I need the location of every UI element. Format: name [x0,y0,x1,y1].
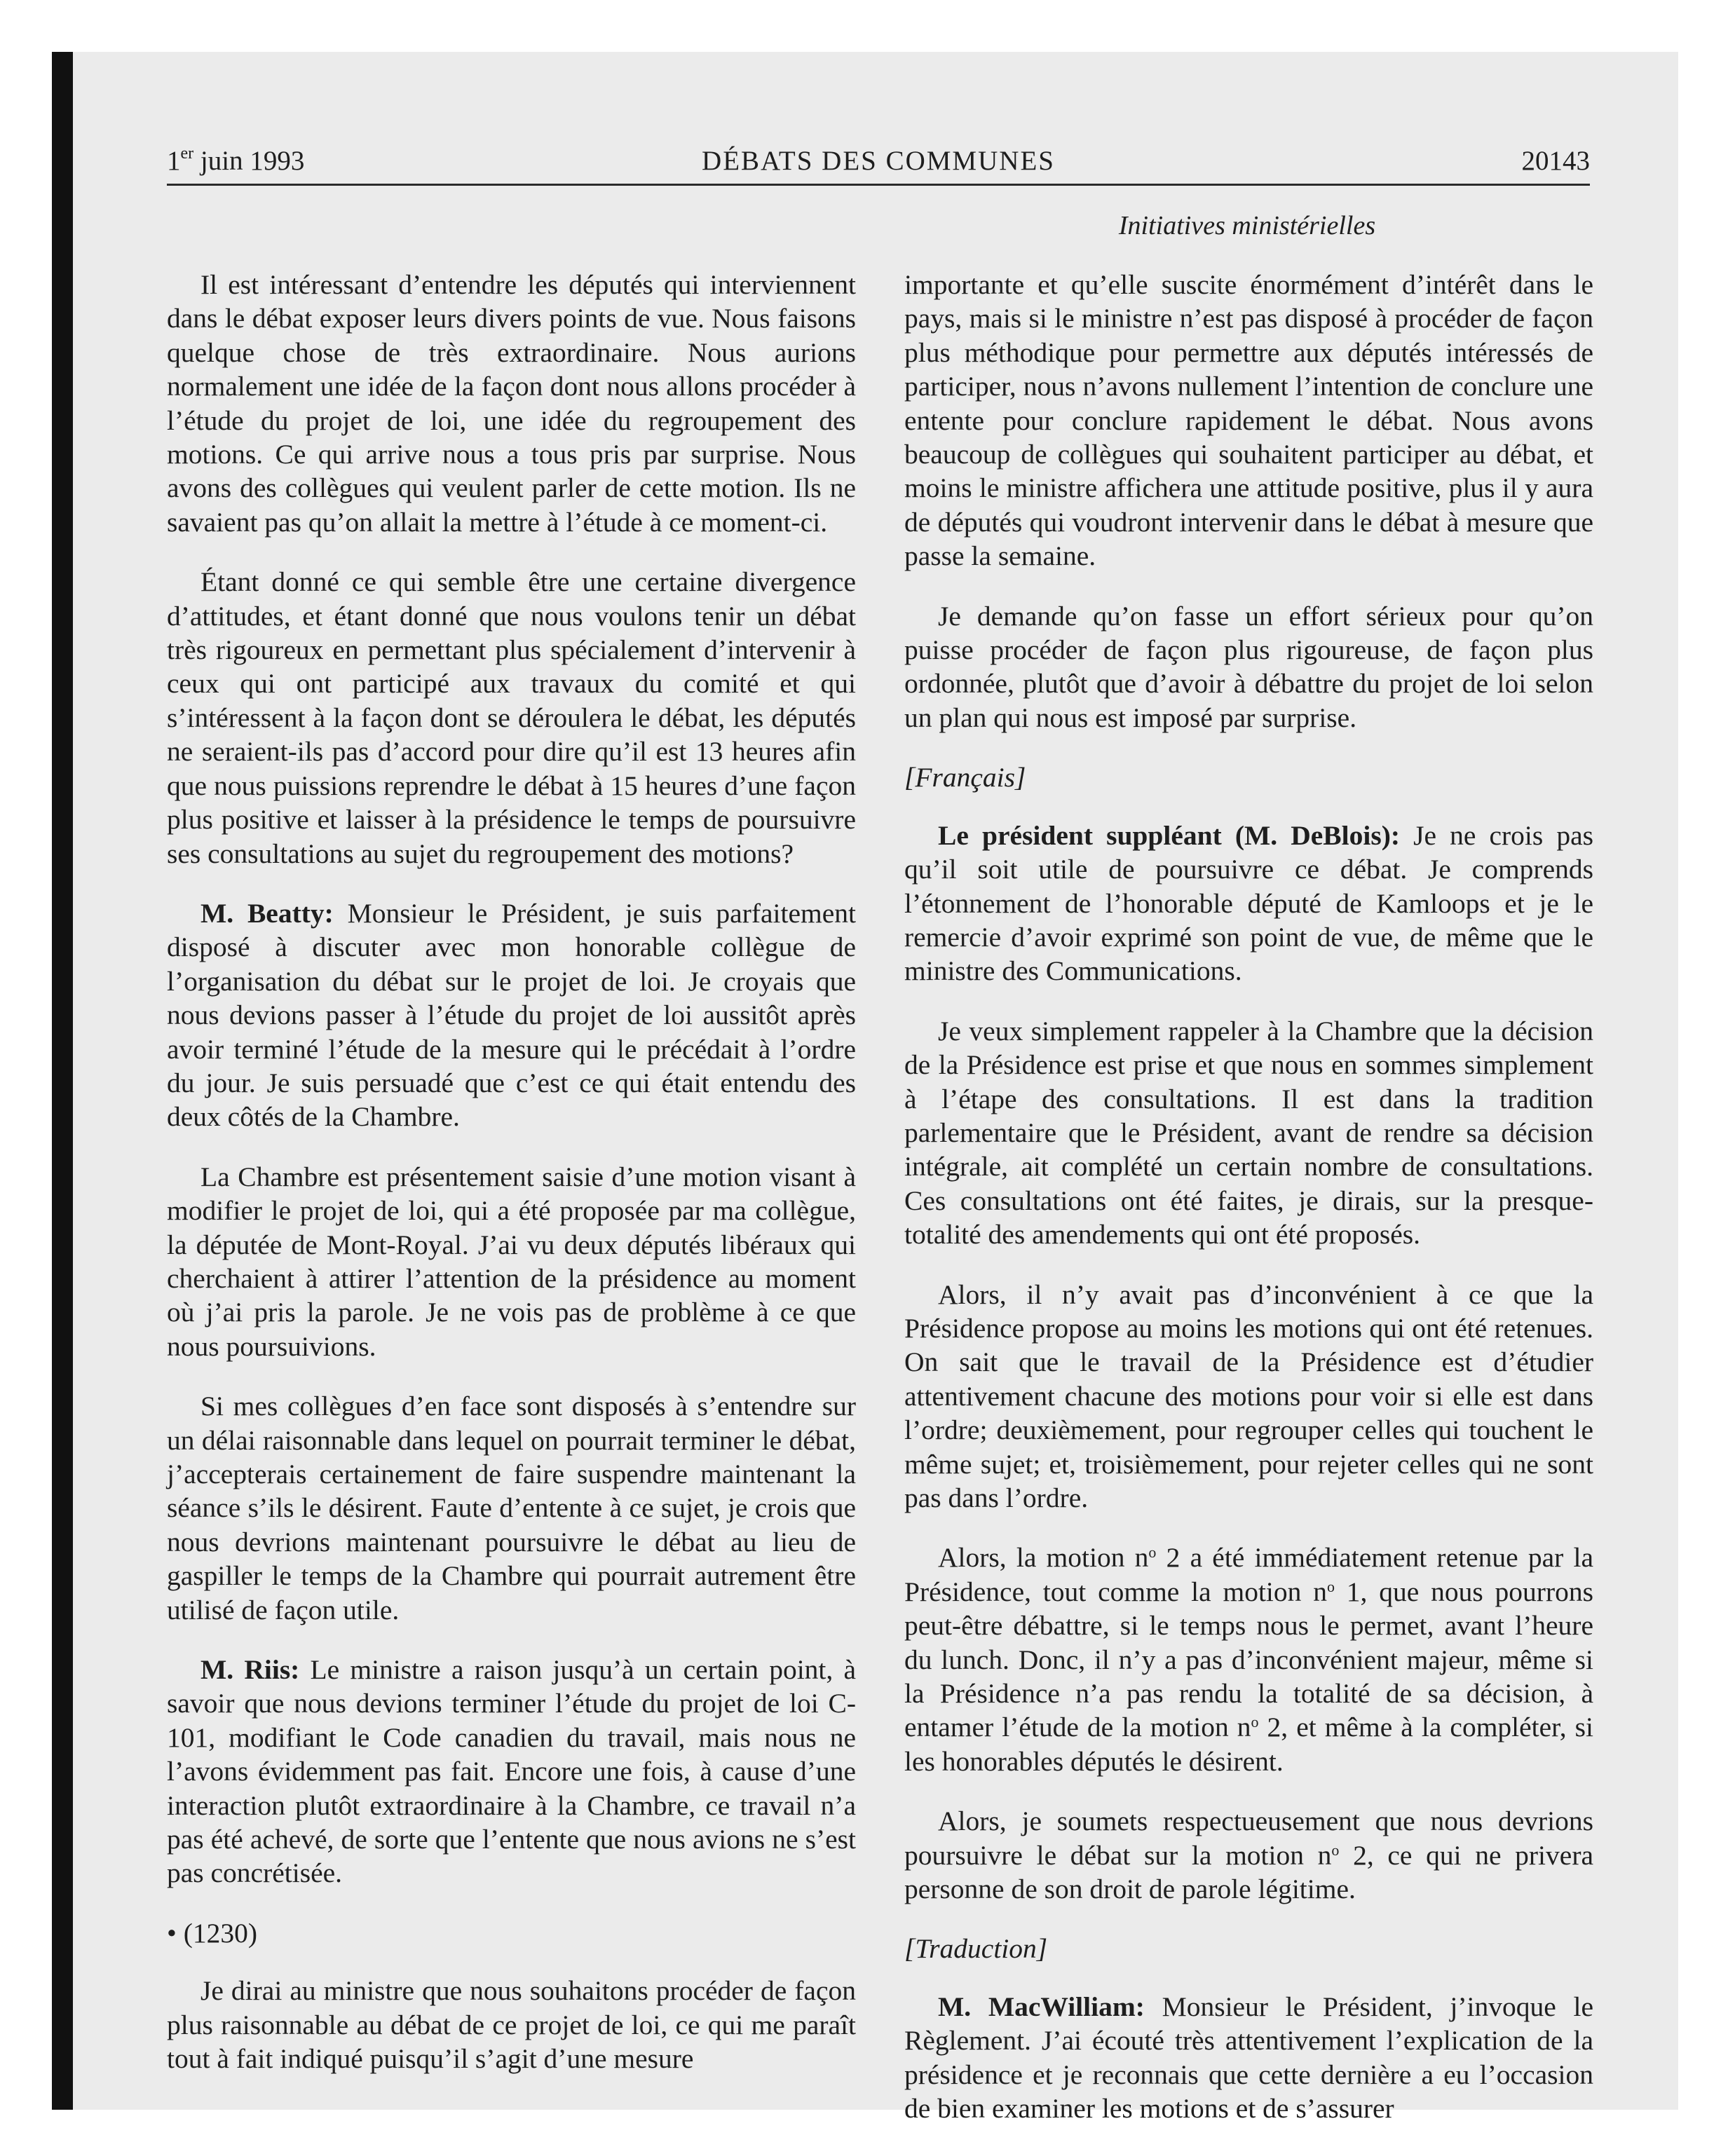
speaker-name: M. Riis: [200,1654,300,1686]
text-run: 2, ce qui ne privera personne de son droit de parole légitime. [904,1839,1594,1905]
paragraph: Je demande qu’on fasse un effort sérieux pour qu’on puisse procéder de façon plus rigoureuse, de façon plus ordonnée, plutôt que d’avoir à débattre du projet de loi selon un plan qui nous est imposé par surprise. [904,600,1593,733]
text-run: Alors, la motion n [938,1542,1149,1574]
left-column [167,268,856,2102]
numero-sup: o [1251,1713,1259,1731]
paragraph: Je dirai au ministre que nous souhaitons procéder de façon plus raisonnable au débat de ce projet de loi, ce qui me paraît tout à fait indiqué puisqu’il s’agit d’une mesure [167,1975,856,2075]
paragraph [904,1804,1593,1906]
header-rule [167,184,1590,186]
paragraph: Si mes collègues d’en face sont disposés à s’entendre sur un délai raisonnable dans lequel on pourrait terminer le débat, j’accepterais certainement de faire suspendre maintenant la séance s’ils le désirent. Faute d’entente à ce sujet, je crois que nous devrions maintenant poursuivre le débat au lieu de gaspiller le temps de la Chambre qui pourrait autrement être utilisé de façon utile. [167,1391,856,1625]
binding-edge [52,52,73,2110]
publication-title: DÉBATS DES COMMUNES [702,146,1055,176]
speech-paragraph [167,1653,856,1890]
paragraph: Il est intéressant d’entendre les députés qui interviennent dans le débat exposer leurs divers points de vue. Nous faisons quelque chose de très extraordinaire. Nous aurions normalement une idée de la façon dont nous allons procéder à l’étude du projet de loi, une idée du regroupement des motions. Ce qui arrive nous a tous pris par surprise. Nous avons des collègues qui veulent parler de cette motion. Ils ne savaient pas qu’on allait la mettre à l’étude à ce moment-ci. [167,269,856,538]
numero-sup: o [1331,1841,1340,1859]
speech-paragraph [904,819,1593,988]
date-day: 1 [167,146,181,176]
text-run: Alors, je soumets respectueusement que nous devrions poursuivre le débat sur la motion n [904,1806,1593,1871]
text-run: 2, et même à la compléter, si les honorables députés le désirent. [904,1712,1594,1777]
paragraph: Je veux simplement rappeler à la Chambre que la décision de la Présidence est prise et que nous en sommes simplement à l’étape des consultations. Il est dans la tradition parlementaire que le Président, avant de rendre sa décision intégrale, ait complété un certain nombre de consultations. Ces consultations ont été faites, je dirais, sur la presque-totalité des amendements qui ont été proposés. [904,1015,1593,1250]
speech-text: Je ne crois pas qu’il soit utile de poursuivre ce débat. Je comprends l’étonnement de l’honorable député de Kamloops et je le remercie d’avoir exprimé son point de vue, de même que le ministre des Communications. [904,819,1593,987]
date-ordinal: er [180,144,194,163]
paragraph: Alors, il n’y avait pas d’inconvénient à ce que la Présidence propose au moins les motions qui ont été retenues. On sait que le travail de la Présidence est d’étudier attentivement chacune des motions pour voir si elle est dans l’ordre; deuxièmement, pour regrouper celles qui touchent le même sujet; et, troisièmement, pour rejeter celles qui ne sont pas dans l’ordre. [904,1278,1593,1513]
speaker-name: M. Beatty: [200,897,334,929]
numero-sup: o [1326,1577,1335,1595]
numero-sup: o [1148,1543,1157,1562]
language-tag: [Français] [904,762,1026,793]
speech-text: Le ministre a raison jusqu’à un certain point, à savoir que nous devions terminer l’étude du projet de loi C-101, modifiant le Code canadien du travail, mais nous ne l’avons évidemment pas fait. Encore une fois, à cause d’une interaction plutôt extraordinaire à la Chambre, ce travail n’a pas été achevé, de sorte que l’entente que nous avions ne s’est pas concrétisée. [167,1654,856,1889]
speech-text: Monsieur le Président, j’invoque le Règlement. J’ai écouté très attentivement l’explication de la présidence et je reconnais que cette dernière a eu l’occasion de bien examiner les motions et de s’assurer [904,1991,1594,2124]
text-run: 1, que nous pourrons peut-être débattre, si le temps nous le permet, avant l’heure du lunch. Donc, il n’y a pas d’inconvénient majeur, même si la Présidence n’a pas rendu la totalité de sa décision, à entamer l’étude de la motion n [904,1576,1593,1743]
date-month-year: juin 1993 [193,146,305,176]
speaker-name: M. MacWilliam: [938,1991,1145,2022]
paragraph: importante et qu’elle suscite énormément d’intérêt dans le pays, mais si le ministre n’est pas disposé à procéder de façon plus méthodique pour permettre aux députés intéressés de participer, nous n’avons nullement l’intention de conclure une entente pour conclure rapidement le débat. Nous avons beaucoup de collègues qui souhaitent participer au débat, et moins le ministre affichera une attitude positive, plus il y aura de députés qui voudront intervenir dans le débat à mesure que passe la semaine. [904,269,1593,572]
section-title: Initiatives ministérielles [1118,211,1376,240]
page-number: 20143 [1521,146,1590,176]
paragraph: La Chambre est présentement saisie d’une motion visant à modifier le projet de loi, qui a été proposée par ma collègue, la députée de Mont-Royal. J’ai vu deux députés libéraux qui cherchaient à attirer l’attention de la présidence au moment où j’ai pris la parole. Je ne vois pas de problème à ce que nous poursuivions. [167,1161,856,1362]
speaker-name: Le président suppléant (M. DeBlois): [938,819,1400,851]
time-marker: • (1230) [167,1917,258,1949]
speech-text: Monsieur le Président, je suis parfaitement disposé à discuter avec mon honorable collègue de l’organisation du débat sur le projet de loi. Je croyais que nous devions passer à l’étude du projet de loi aussitôt après avoir terminé l’étude de la mesure qui le précédait à l’ordre du jour. Je suis persuadé que c’est ce qui était entendu des deux côtés de la Chambre. [167,897,856,1133]
speech-paragraph [167,896,856,1134]
paragraph [904,1541,1593,1778]
language-tag: [Traduction] [904,1933,1048,1965]
speech-paragraph [904,1990,1593,2126]
page-header [167,140,1590,182]
right-column [904,268,1593,2152]
text-run: 2 a été immédiatement retenue par la Présidence, tout comme la motion n [904,1542,1593,1607]
paragraph: Étant donné ce qui semble être une certaine divergence d’attitudes, et étant donné que nous voulons tenir un débat très rigoureux en permettant plus spécialement d’intervenir à ceux qui ont participé aux travaux du comité et qui s’intéressent à la façon dont se déroulera le débat, les députés ne seraient-ils pas d’accord pour dire qu’il est 13 heures afin que nous puissions reprendre le débat à 15 heures d’une façon plus positive et laisser à la présidence le temps de poursuivre ses consultations au sujet du regroupement des motions? [167,566,856,869]
